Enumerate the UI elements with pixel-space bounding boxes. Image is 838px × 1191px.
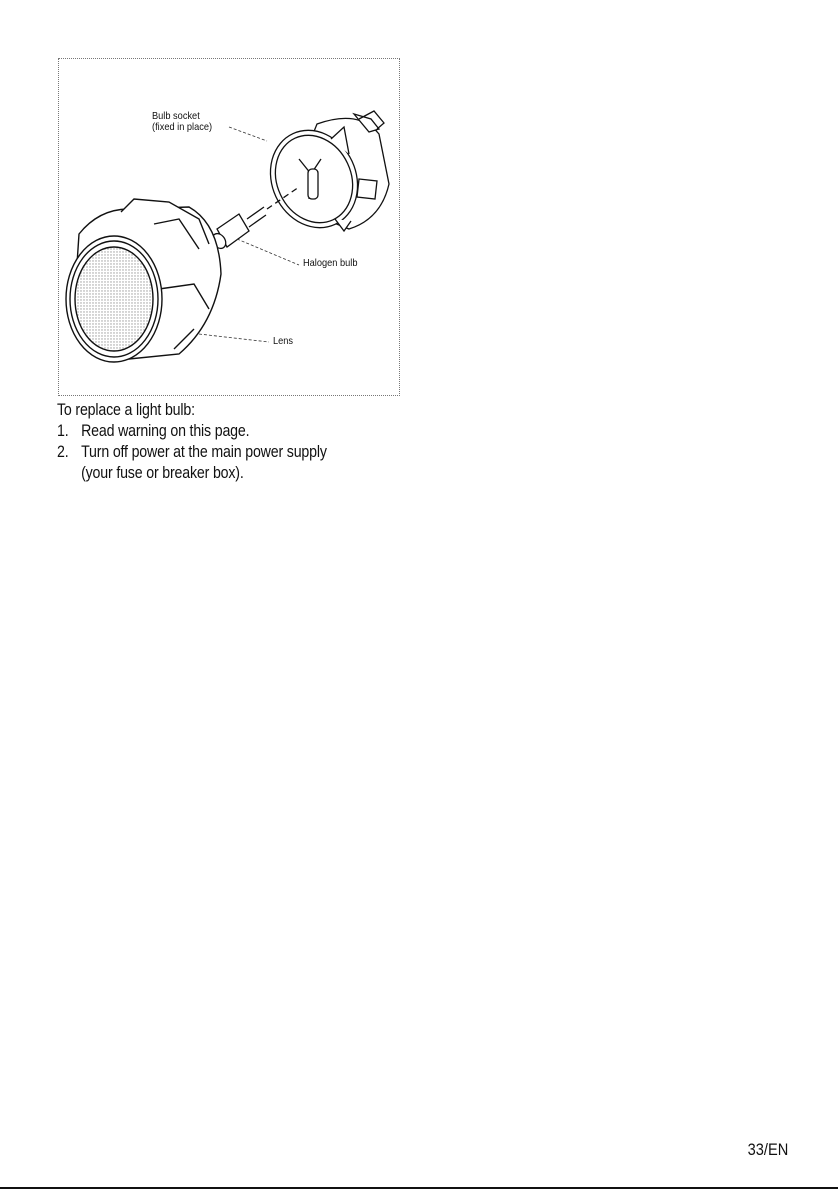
callout-bulb-socket-line1: Bulb socket (152, 110, 200, 122)
lamp-exploded-diagram (59, 59, 401, 397)
step-text: Read warning on this page. (81, 422, 250, 440)
instruction-step-2 (57, 442, 367, 463)
callout-lens: Lens (273, 335, 294, 347)
halogen-bulb-drawing (209, 187, 299, 251)
lens-drawing (66, 199, 221, 362)
step-number: 2. (57, 443, 69, 461)
step-number: 1. (57, 422, 69, 440)
replacement-instructions (57, 400, 417, 484)
lamp-assembly-figure (58, 58, 400, 396)
callout-bulb-socket (152, 111, 212, 133)
instruction-step-1 (57, 421, 367, 442)
page-number: 33/EN (747, 1140, 788, 1159)
callout-bulb-socket-line2: (fixed in place) (152, 121, 213, 133)
step-text: Turn off power at the main power supply (81, 443, 327, 461)
callout-halogen-bulb: Halogen bulb (303, 257, 358, 269)
footer-rule (0, 1187, 838, 1189)
bulb-socket-drawing (255, 111, 389, 242)
instruction-step-2-continuation: (your fuse or breaker box). (81, 464, 244, 482)
instructions-intro: To replace a light bulb: (57, 401, 195, 419)
